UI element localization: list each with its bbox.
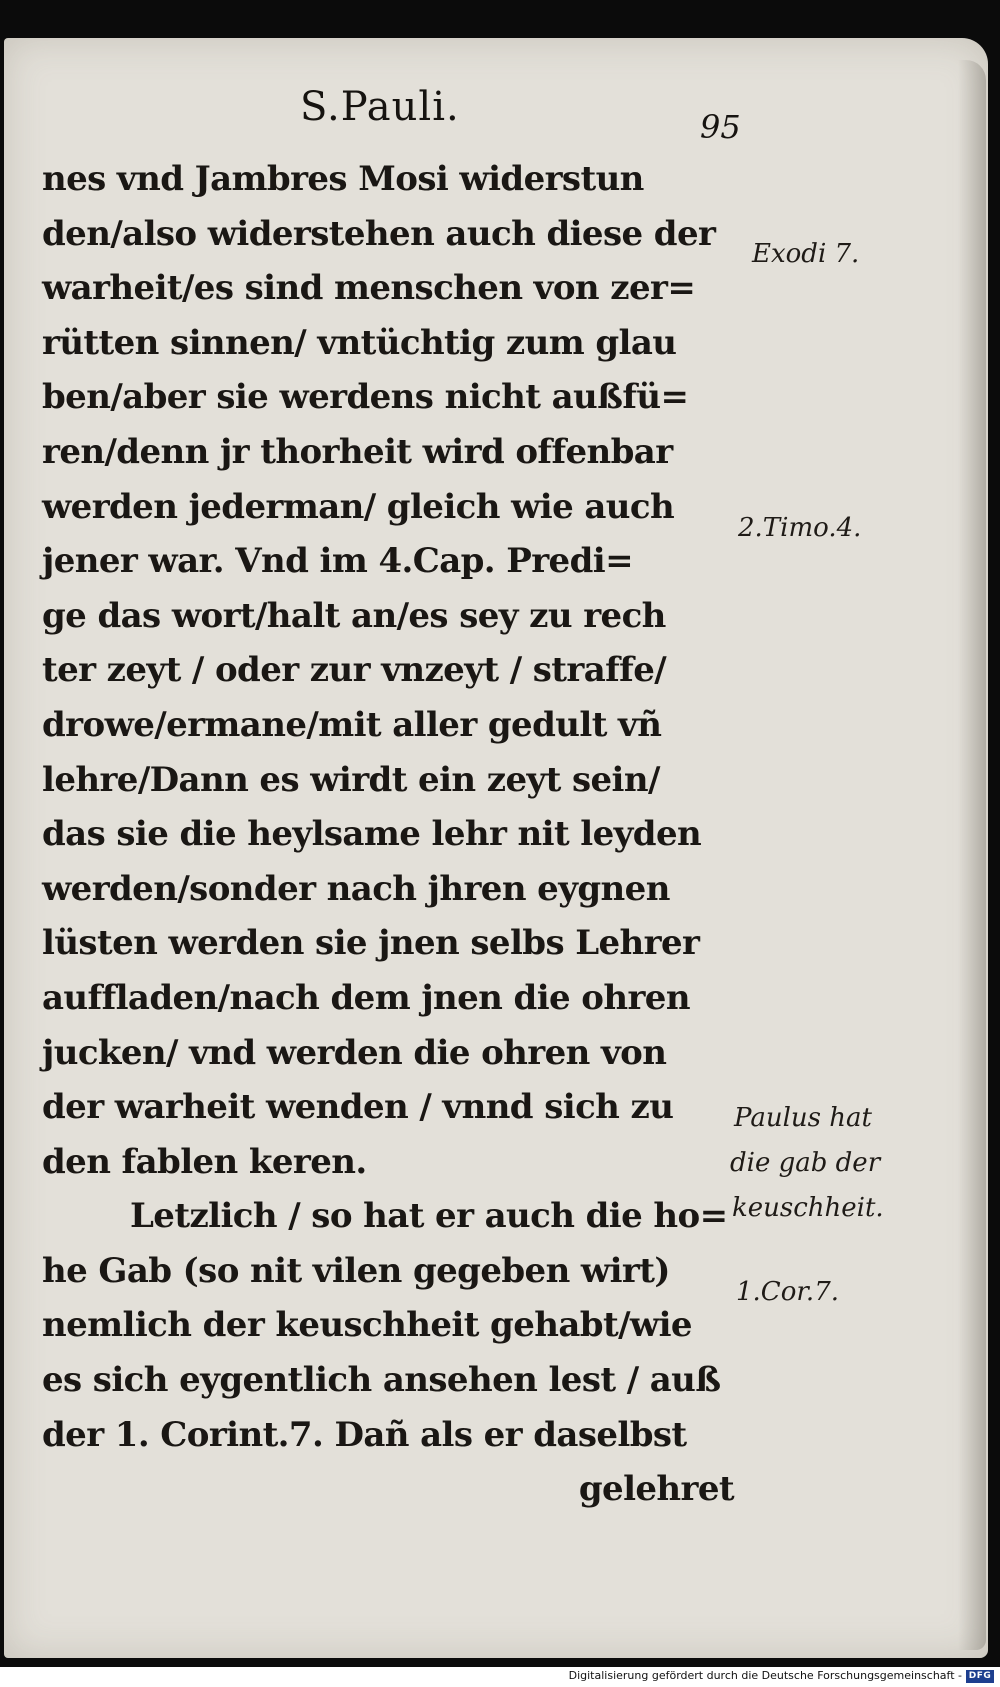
text-line: he Gab (so nit vilen gegeben wirt) — [42, 1250, 670, 1291]
text-line: der 1. Corint.7. Dañ als er daselbst — [42, 1414, 687, 1455]
text-line: ren/denn jr thorheit wird offenbar — [42, 431, 673, 472]
text-line: der warheit wenden / vnnd sich zu — [42, 1087, 674, 1128]
text-line: das sie die heylsame lehr nit leyden — [42, 814, 702, 855]
catchword: gelehret — [578, 1469, 734, 1510]
text-line: ben/aber sie werdens nicht außfü= — [42, 377, 689, 418]
text-line: den/also widerstehen auch diese der — [42, 213, 716, 254]
page-number: 95 — [700, 108, 741, 146]
text-line: es sich eygentlich ansehen lest / auß — [42, 1360, 721, 1401]
text-line: jucken/ vnd werden die ohren von — [42, 1032, 667, 1073]
text-line: jener war. Vnd im 4.Cap. Predi= — [42, 541, 633, 582]
text-line: rütten sinnen/ vntüchtig zum glau — [42, 322, 677, 363]
text-line: auffladen/nach dem jnen die ohren — [42, 977, 690, 1018]
margin-note-gab: die gab der — [730, 1148, 881, 1178]
text-line: nemlich der keuschheit gehabt/wie — [42, 1305, 692, 1346]
text-line: ter zeyt / oder zur vnzeyt / straffe/ — [42, 650, 667, 691]
text-line: ge das wort/halt an/es sey zu rech — [42, 595, 666, 636]
footer-credit: Digitalisierung gefördert durch die Deutsche Forschungsgemeinschaft - — [568, 1669, 962, 1682]
text-line: werden/sonder nach jhren eygnen — [42, 868, 670, 909]
margin-note-exodi: Exodi 7. — [752, 239, 860, 269]
text-line: den fablen keren. — [42, 1141, 367, 1182]
text-line: lüsten werden sie jnen selbs Lehrer — [42, 923, 700, 964]
text-line-paragraph-start: Letzlich / so hat er auch die ho= — [130, 1196, 728, 1237]
text-line: warheit/es sind menschen von zer= — [42, 268, 696, 309]
text-line: lehre/Dann es wirdt ein zeyt sein/ — [42, 759, 660, 800]
page-edge-shadow — [958, 60, 986, 1650]
dfg-logo: DFG — [966, 1670, 994, 1683]
margin-note-keuschheit: keuschheit. — [732, 1193, 884, 1223]
running-head: S.Pauli. — [300, 84, 460, 130]
margin-note-paulus: Paulus hat — [734, 1103, 872, 1133]
text-line: nes vnd Jambres Mosi widerstun — [42, 159, 644, 199]
margin-note-cor: 1.Cor.7. — [736, 1277, 839, 1307]
text-line: drowe/ermane/mit aller gedult vñ — [42, 704, 662, 745]
text-line: werden jederman/ gleich wie auch — [42, 486, 675, 527]
margin-note-timo: 2.Timo.4. — [738, 513, 862, 543]
body-text — [42, 152, 742, 1517]
